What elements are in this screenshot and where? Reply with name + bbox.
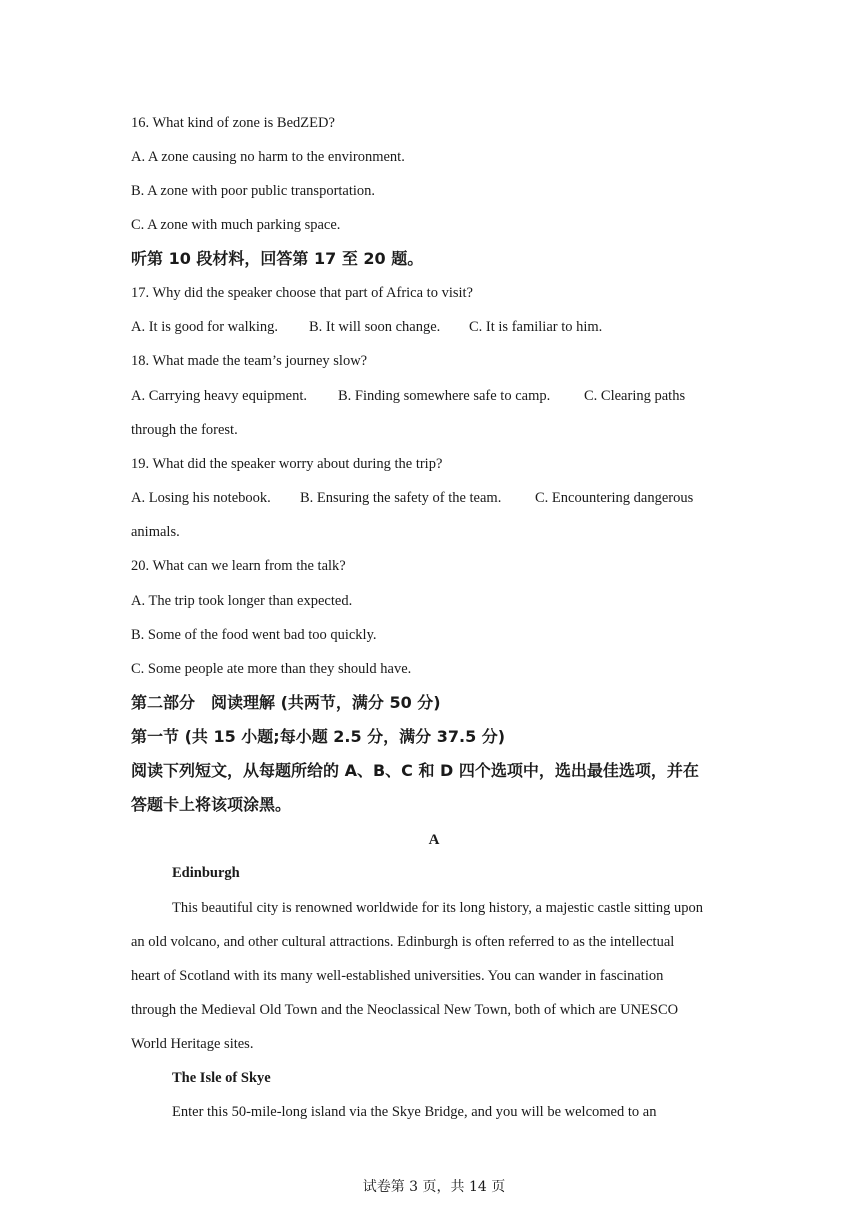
q17-option-c: C. It is familiar to him. (469, 319, 603, 335)
q20-option-b: B. Some of the food went bad too quickly. (131, 627, 377, 643)
edinburgh-line-3: heart of Scotland with its many well-established universities. You can wander in fascination (131, 968, 664, 984)
edinburgh-title: Edinburgh (172, 865, 240, 881)
q18-options (131, 386, 685, 406)
q18-option-c: C. Clearing paths (584, 388, 686, 404)
q18-option-c-continued: through the forest. (131, 422, 238, 438)
page-footer: 试卷第 3 页，共 14 页 (362, 1179, 506, 1195)
instructions-line2: 答题卡上将该项涂黑。 (131, 795, 292, 814)
q19-options (131, 488, 693, 508)
q16-option-c: C. A zone with much parking space. (131, 217, 341, 233)
q17-option-b: B. It will soon change. (309, 319, 441, 335)
skye-line-1: Enter this 50-mile-long island via the Skye Bridge, and you will be welcomed to an (172, 1104, 657, 1120)
part2-heading: 第二部分 阅读理解 (共两节，满分 50 分) (131, 693, 441, 712)
section1-heading: 第一节 (共 15 小题;每小题 2.5 分，满分 37.5 分) (131, 727, 506, 746)
q19-option-a: A. Losing his notebook. (131, 490, 271, 506)
q17-options (131, 317, 602, 337)
q19-stem: 19. What did the speaker worry about during the trip? (131, 456, 443, 472)
q18-option-a: A. Carrying heavy equipment. (131, 388, 307, 404)
q19-option-b: B. Ensuring the safety of the team. (300, 490, 502, 506)
q20-option-a: A. The trip took longer than expected. (131, 593, 353, 609)
edinburgh-line-2: an old volcano, and other cultural attractions. Edinburgh is often referred to as the intellectual (131, 934, 675, 950)
q18-option-b: B. Finding somewhere safe to camp. (338, 388, 551, 404)
q17-option-a: A. It is good for walking. (131, 319, 278, 335)
q16-option-a: A. A zone causing no harm to the environment. (131, 149, 405, 165)
q20-stem: 20. What can we learn from the talk? (131, 558, 346, 574)
edinburgh-line-4: through the Medieval Old Town and the Neoclassical New Town, both of which are UNESCO (131, 1002, 679, 1018)
q18-stem: 18. What made the team’s journey slow? (131, 353, 368, 369)
q16-option-b: B. A zone with poor public transportation. (131, 183, 376, 199)
q19-option-c: C. Encountering dangerous (535, 490, 694, 506)
q19-option-c-continued: animals. (131, 524, 180, 540)
passage-label: A (428, 832, 440, 848)
skye-title: The Isle of Skye (172, 1070, 271, 1086)
instructions-line1: 阅读下列短文，从每题所给的 A、B、C 和 D 四个选项中，选出最佳选项，并在 (131, 761, 699, 780)
q17-stem: 17. Why did the speaker choose that part of Africa to visit? (131, 285, 473, 301)
section10-heading: 听第 10 段材料，回答第 17 至 20 题。 (131, 249, 424, 268)
q20-option-c: C. Some people ate more than they should have. (131, 661, 412, 677)
edinburgh-line-5: World Heritage sites. (131, 1036, 254, 1052)
q16-stem: 16. What kind of zone is BedZED? (131, 115, 335, 131)
edinburgh-line-1: This beautiful city is renowned worldwide for its long history, a majestic castle sitting upon (172, 900, 704, 916)
